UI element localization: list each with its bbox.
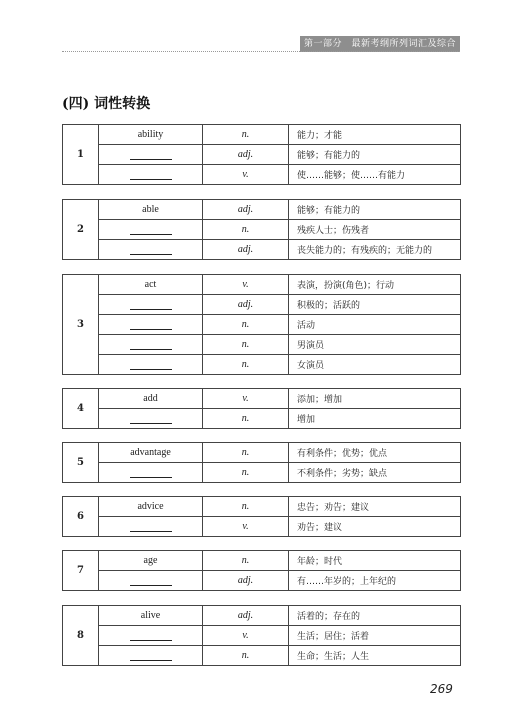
part-of-speech-cell: adj. bbox=[203, 200, 289, 220]
part-of-speech-cell: n. bbox=[203, 315, 289, 335]
meaning-cell: 年龄；时代 bbox=[289, 551, 461, 571]
word-blank-cell bbox=[99, 145, 203, 165]
meaning-cell: 使……能够；使……有能力 bbox=[289, 165, 461, 185]
answer-blank-line[interactable] bbox=[130, 225, 172, 235]
part-of-speech-cell: n. bbox=[203, 463, 289, 483]
meaning-cell: 表演，扮演(角色)；行动 bbox=[289, 275, 461, 295]
vocab-group-6 bbox=[62, 496, 461, 537]
table-row bbox=[63, 443, 461, 463]
part-of-speech-cell: n. bbox=[203, 443, 289, 463]
header-divider bbox=[62, 51, 460, 52]
answer-blank-line[interactable] bbox=[130, 651, 172, 661]
meaning-cell: 丧失能力的；有残疾的；无能力的 bbox=[289, 240, 461, 260]
meaning-cell: 生命；生活；人生 bbox=[289, 646, 461, 666]
group-number: 2 bbox=[63, 200, 99, 260]
word-cell: act bbox=[99, 275, 203, 295]
table-row bbox=[63, 240, 461, 260]
table-row bbox=[63, 551, 461, 571]
part-of-speech-cell: adj. bbox=[203, 295, 289, 315]
table-row bbox=[63, 125, 461, 145]
table-row bbox=[63, 389, 461, 409]
table-row bbox=[63, 571, 461, 591]
vocab-group-3 bbox=[62, 274, 461, 375]
table-row bbox=[63, 606, 461, 626]
meaning-cell: 活着的；存在的 bbox=[289, 606, 461, 626]
table-row bbox=[63, 626, 461, 646]
answer-blank-line[interactable] bbox=[130, 360, 172, 370]
meaning-cell: 生活；居住；活着 bbox=[289, 626, 461, 646]
answer-blank-line[interactable] bbox=[130, 340, 172, 350]
part-of-speech-cell: v. bbox=[203, 275, 289, 295]
vocab-group-7 bbox=[62, 550, 461, 591]
answer-blank-line[interactable] bbox=[130, 631, 172, 641]
group-number: 1 bbox=[63, 125, 99, 185]
word-blank-cell bbox=[99, 355, 203, 375]
meaning-cell: 能力；才能 bbox=[289, 125, 461, 145]
meaning-cell: 添加；增加 bbox=[289, 389, 461, 409]
page-number: 269 bbox=[430, 682, 453, 696]
table-row bbox=[63, 295, 461, 315]
group-number: 8 bbox=[63, 606, 99, 666]
group-number: 4 bbox=[63, 389, 99, 429]
answer-blank-line[interactable] bbox=[130, 320, 172, 330]
word-cell: advantage bbox=[99, 443, 203, 463]
word-cell: ability bbox=[99, 125, 203, 145]
table-row bbox=[63, 463, 461, 483]
word-blank-cell bbox=[99, 220, 203, 240]
part-of-speech-cell: adj. bbox=[203, 240, 289, 260]
part-of-speech-cell: adj. bbox=[203, 571, 289, 591]
meaning-cell: 积极的；活跃的 bbox=[289, 295, 461, 315]
meaning-cell: 女演员 bbox=[289, 355, 461, 375]
meaning-cell: 增加 bbox=[289, 409, 461, 429]
word-blank-cell bbox=[99, 626, 203, 646]
part-of-speech-cell: v. bbox=[203, 389, 289, 409]
word-cell: able bbox=[99, 200, 203, 220]
word-cell: alive bbox=[99, 606, 203, 626]
vocab-group-1 bbox=[62, 124, 461, 185]
table-row bbox=[63, 646, 461, 666]
meaning-cell: 男演员 bbox=[289, 335, 461, 355]
group-number: 7 bbox=[63, 551, 99, 591]
table-row bbox=[63, 517, 461, 537]
word-blank-cell bbox=[99, 335, 203, 355]
meaning-cell: 忠告；劝告；建议 bbox=[289, 497, 461, 517]
answer-blank-line[interactable] bbox=[130, 522, 172, 532]
meaning-cell: 不利条件；劣势；缺点 bbox=[289, 463, 461, 483]
meaning-cell: 残疾人士；伤残者 bbox=[289, 220, 461, 240]
group-number: 6 bbox=[63, 497, 99, 537]
answer-blank-line[interactable] bbox=[130, 150, 172, 160]
meaning-cell: 有利条件；优势；优点 bbox=[289, 443, 461, 463]
part-of-speech-cell: n. bbox=[203, 551, 289, 571]
meaning-cell: 能够；有能力的 bbox=[289, 200, 461, 220]
word-blank-cell bbox=[99, 571, 203, 591]
word-blank-cell bbox=[99, 240, 203, 260]
part-of-speech-cell: n. bbox=[203, 125, 289, 145]
table-row bbox=[63, 275, 461, 295]
table-row bbox=[63, 335, 461, 355]
header-section-label: 第一部分 最新考纲所列词汇及综合测试 bbox=[300, 36, 460, 52]
answer-blank-line[interactable] bbox=[130, 245, 172, 255]
meaning-cell: 能够；有能力的 bbox=[289, 145, 461, 165]
answer-blank-line[interactable] bbox=[130, 300, 172, 310]
table-row bbox=[63, 315, 461, 335]
part-of-speech-cell: n. bbox=[203, 335, 289, 355]
group-number: 3 bbox=[63, 275, 99, 375]
section-title: (四) 词性转换 bbox=[62, 96, 151, 112]
meaning-cell: 活动 bbox=[289, 315, 461, 335]
part-of-speech-cell: n. bbox=[203, 409, 289, 429]
meaning-cell: 有……年岁的；上年纪的 bbox=[289, 571, 461, 591]
part-of-speech-cell: adj. bbox=[203, 145, 289, 165]
part-of-speech-cell: n. bbox=[203, 646, 289, 666]
part-of-speech-cell: v. bbox=[203, 626, 289, 646]
part-of-speech-cell: n. bbox=[203, 355, 289, 375]
part-of-speech-cell: v. bbox=[203, 165, 289, 185]
group-number: 5 bbox=[63, 443, 99, 483]
vocab-group-4 bbox=[62, 388, 461, 429]
answer-blank-line[interactable] bbox=[130, 170, 172, 180]
table-row bbox=[63, 200, 461, 220]
table-row bbox=[63, 355, 461, 375]
answer-blank-line[interactable] bbox=[130, 414, 172, 424]
table-row bbox=[63, 220, 461, 240]
table-row bbox=[63, 165, 461, 185]
answer-blank-line[interactable] bbox=[130, 468, 172, 478]
word-cell: age bbox=[99, 551, 203, 571]
answer-blank-line[interactable] bbox=[130, 576, 172, 586]
word-blank-cell bbox=[99, 463, 203, 483]
meaning-cell: 劝告；建议 bbox=[289, 517, 461, 537]
word-blank-cell bbox=[99, 315, 203, 335]
word-cell: add bbox=[99, 389, 203, 409]
word-blank-cell bbox=[99, 409, 203, 429]
word-cell: advice bbox=[99, 497, 203, 517]
table-row bbox=[63, 497, 461, 517]
part-of-speech-cell: v. bbox=[203, 517, 289, 537]
table-row bbox=[63, 145, 461, 165]
part-of-speech-cell: n. bbox=[203, 497, 289, 517]
word-blank-cell bbox=[99, 646, 203, 666]
vocab-group-5 bbox=[62, 442, 461, 483]
part-of-speech-cell: adj. bbox=[203, 606, 289, 626]
word-blank-cell bbox=[99, 295, 203, 315]
word-blank-cell bbox=[99, 517, 203, 537]
table-row bbox=[63, 409, 461, 429]
vocab-group-8 bbox=[62, 605, 461, 666]
word-blank-cell bbox=[99, 165, 203, 185]
part-of-speech-cell: n. bbox=[203, 220, 289, 240]
vocab-group-2 bbox=[62, 199, 461, 260]
